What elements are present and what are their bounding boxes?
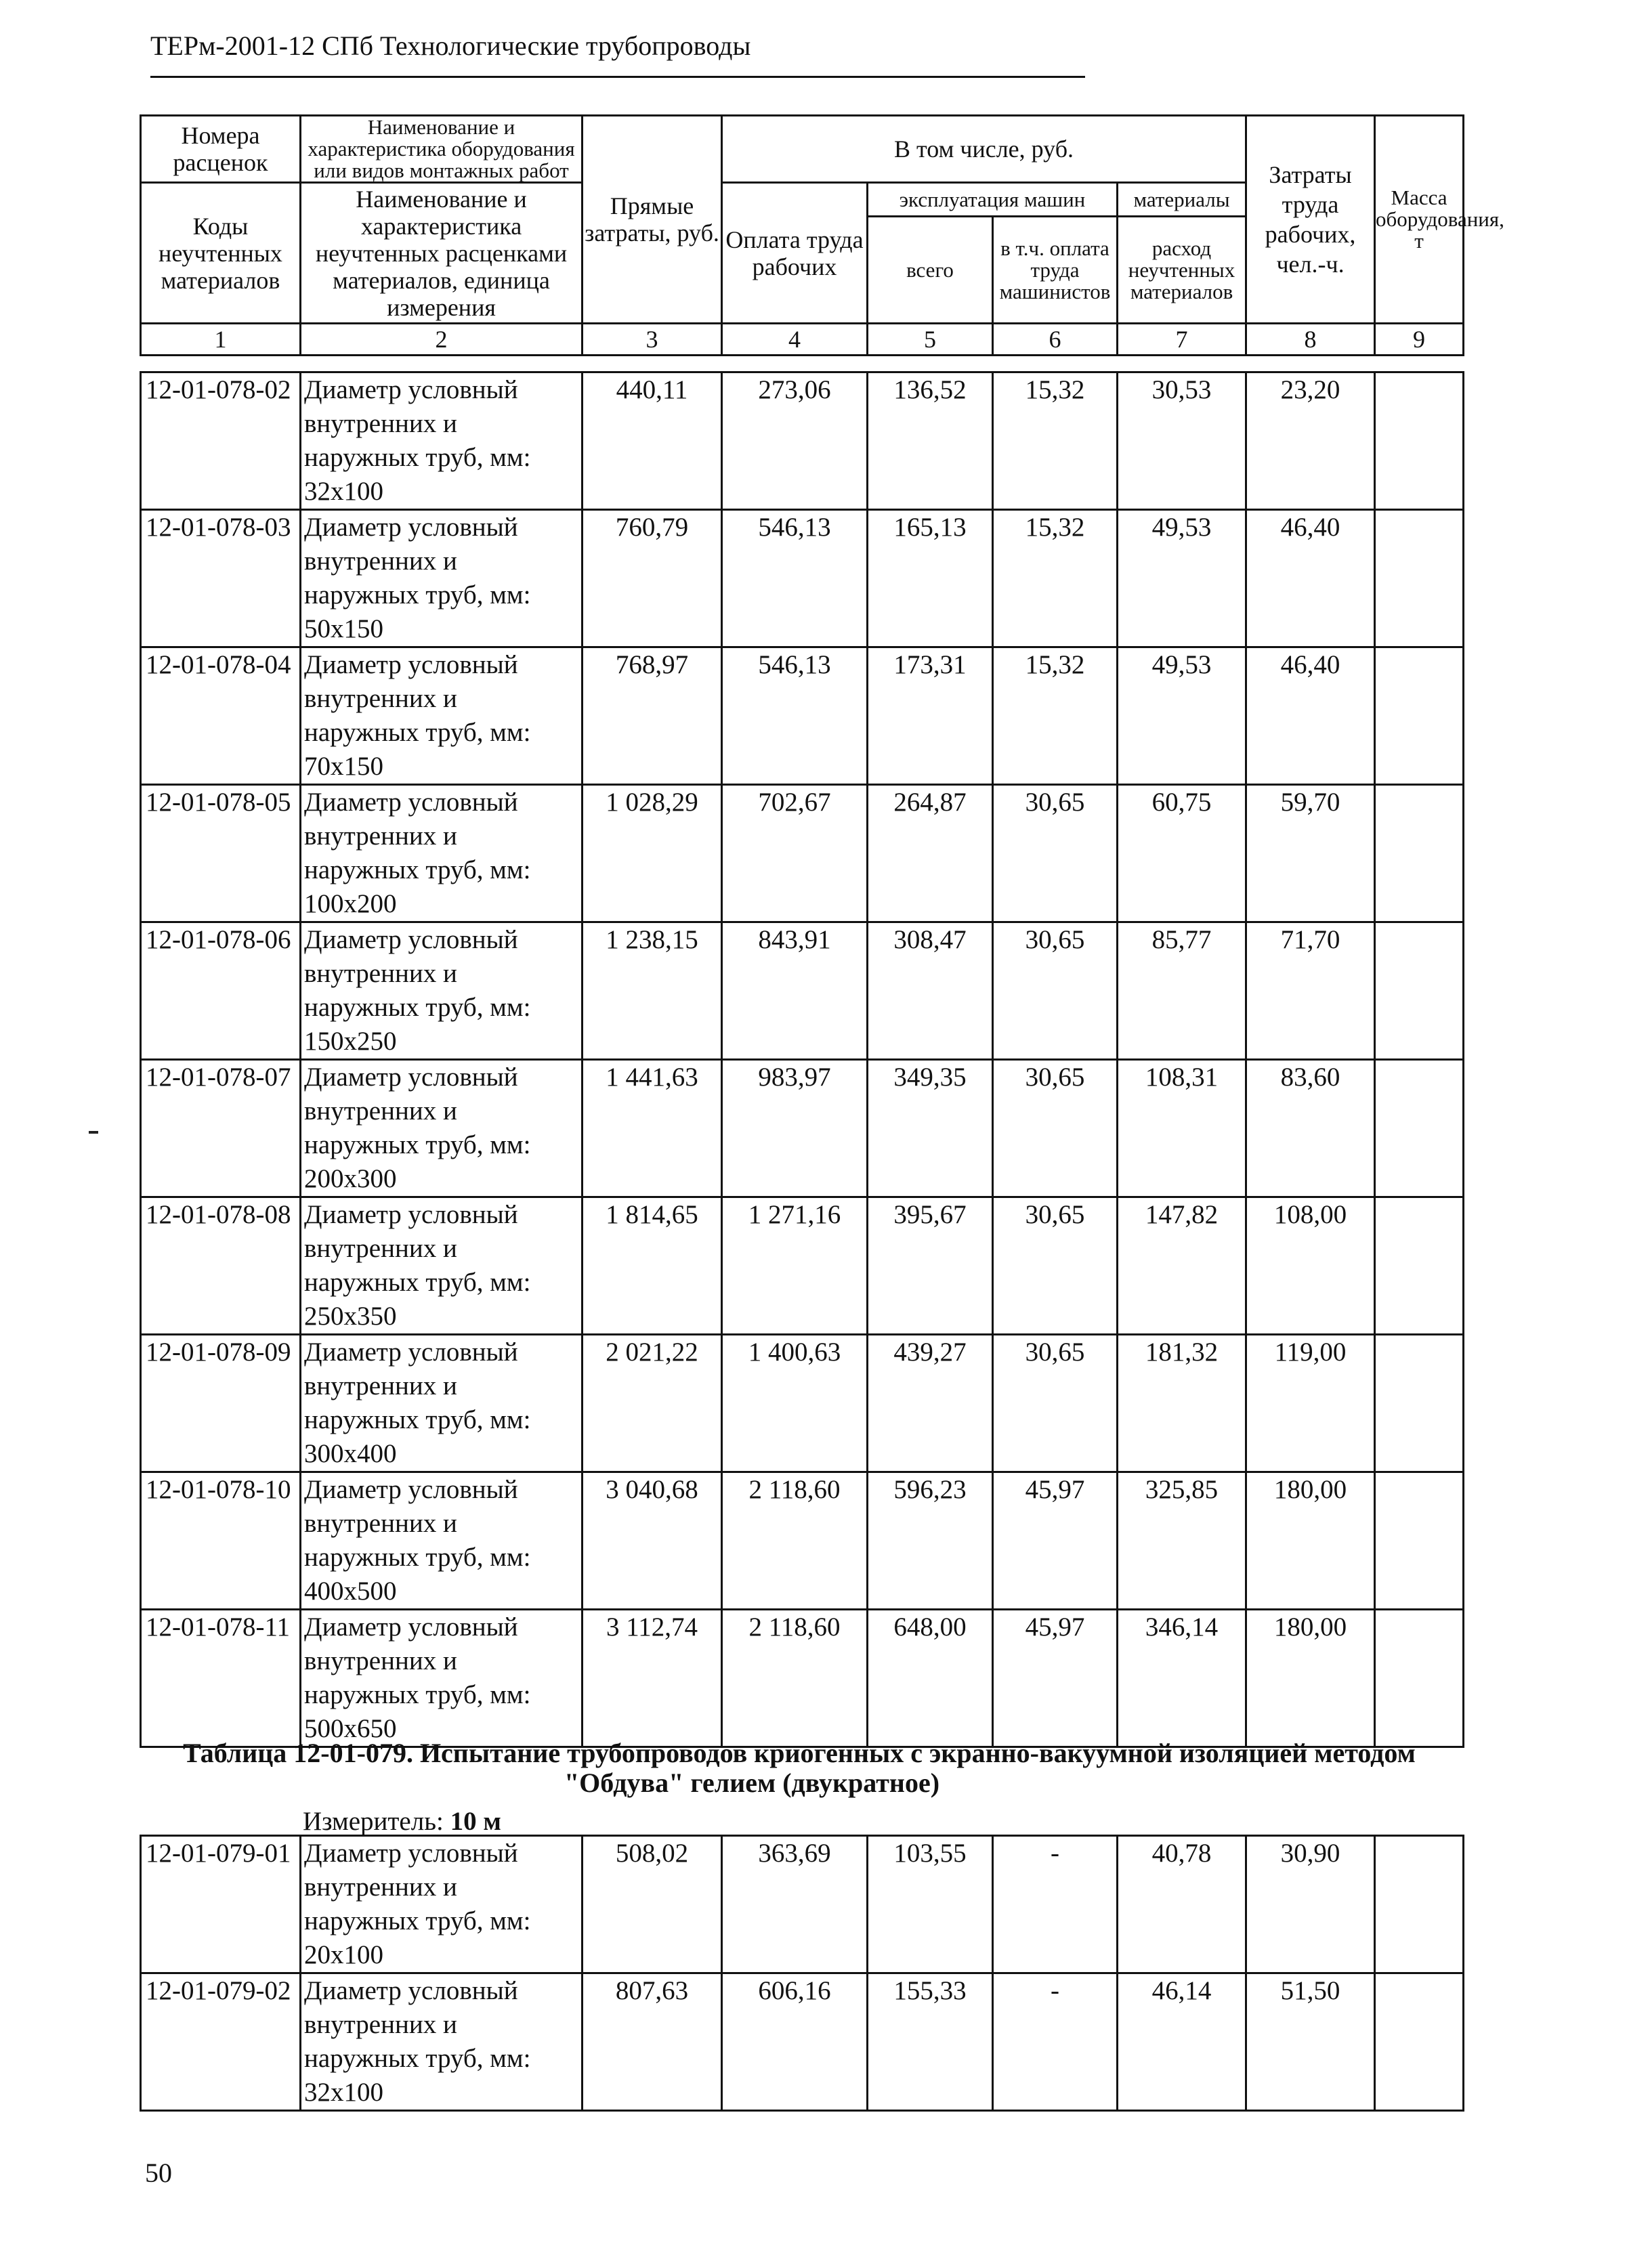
table-row	[141, 922, 1464, 1060]
labor-hours-cell: 108,00	[1246, 1197, 1375, 1335]
labor-hours-cell: 23,20	[1246, 372, 1375, 510]
machinist-labor-cell: -	[993, 1973, 1118, 2111]
labor-hours-cell: 180,00	[1246, 1610, 1375, 1747]
table-row	[141, 1060, 1464, 1197]
rate-name-line: внутренних и	[304, 1096, 457, 1126]
rate-code-cell: 12-01-078-07	[141, 1060, 301, 1197]
direct-costs-cell: 1 441,63	[583, 1060, 722, 1197]
worker-labor-cell: 606,16	[722, 1973, 868, 2111]
rate-name-line: 70x150	[304, 752, 383, 781]
header-labor-hours-cell	[1246, 116, 1375, 324]
rate-name-line: внутренних и	[304, 684, 457, 713]
direct-costs-cell: 2 021,22	[583, 1335, 722, 1472]
materials-cost-cell: 46,14	[1118, 1973, 1246, 2111]
rate-name-line: Диаметр условный	[304, 1612, 518, 1642]
machinist-labor-cell: -	[993, 1836, 1118, 1973]
rate-name-line: Диаметр условный	[304, 1063, 518, 1092]
rate-name-line: 100x200	[304, 889, 397, 918]
rate-name-line: внутренних и	[304, 409, 457, 438]
rate-name-line: внутренних и	[304, 1873, 457, 1902]
machines-total-cell: 155,33	[868, 1973, 993, 2111]
rate-name-line: 200x300	[304, 1164, 397, 1193]
rate-name-line: наружных труб, мм:	[304, 1268, 531, 1297]
rate-code-cell: 12-01-078-10	[141, 1472, 301, 1610]
labor-hours-cell: 46,40	[1246, 647, 1375, 785]
rate-name-cell	[301, 1197, 583, 1335]
rate-name-cell	[301, 785, 583, 922]
rate-name-line: внутренних и	[304, 1646, 457, 1675]
worker-labor-cell: 273,06	[722, 372, 868, 510]
direct-costs-cell: 508,02	[583, 1836, 722, 1973]
labor-hours-cell: 180,00	[1246, 1472, 1375, 1610]
worker-labor-cell: 1 271,16	[722, 1197, 868, 1335]
equipment-mass-cell	[1375, 372, 1464, 510]
machines-total-cell: 308,47	[868, 922, 993, 1060]
worker-labor-cell: 983,97	[722, 1060, 868, 1197]
machines-total-cell: 439,27	[868, 1335, 993, 1472]
rate-name-line: Диаметр условный	[304, 1839, 518, 1868]
header-number-7: 7	[1118, 324, 1246, 356]
rate-name-line: наружных труб, мм:	[304, 855, 531, 884]
header-number-2: 2	[301, 324, 583, 356]
worker-labor-cell: 2 118,60	[722, 1472, 868, 1610]
header-number-5: 5	[868, 324, 993, 356]
machines-total-cell: 395,67	[868, 1197, 993, 1335]
measure-unit	[303, 1807, 501, 1837]
rate-name-cell	[301, 1335, 583, 1472]
rate-name-line: наружных труб, мм:	[304, 2044, 531, 2073]
machinist-labor-cell: 30,65	[993, 785, 1118, 922]
header-number-3: 3	[583, 324, 722, 356]
direct-costs-cell: 1 028,29	[583, 785, 722, 922]
rate-name-cell	[301, 1060, 583, 1197]
table-row	[141, 1973, 1464, 2111]
rate-name-line: Диаметр условный	[304, 375, 518, 404]
labor-hours-cell: 83,60	[1246, 1060, 1375, 1197]
materials-cost-cell: 49,53	[1118, 647, 1246, 785]
machinist-labor-cell: 30,65	[993, 922, 1118, 1060]
rate-name-line: внутренних и	[304, 1509, 457, 1538]
rate-name-line: наружных труб, мм:	[304, 1906, 531, 1935]
rate-name-line: Диаметр условный	[304, 1976, 518, 2005]
machines-total-cell: 264,87	[868, 785, 993, 922]
labor-hours-cell: 59,70	[1246, 785, 1375, 922]
rate-name-line: внутренних и	[304, 959, 457, 988]
table-row	[141, 510, 1464, 647]
worker-labor-cell: 1 400,63	[722, 1335, 868, 1472]
rate-code-cell: 12-01-078-02	[141, 372, 301, 510]
worker-labor-cell: 702,67	[722, 785, 868, 922]
rate-name-line: 300x400	[304, 1439, 397, 1468]
rate-name-line: наружных труб, мм:	[304, 1405, 531, 1434]
labor-hours-cell: 119,00	[1246, 1335, 1375, 1472]
page-number: 50	[145, 2158, 172, 2188]
worker-labor-cell: 363,69	[722, 1836, 868, 1973]
rate-name-cell	[301, 372, 583, 510]
machinist-labor-cell: 30,65	[993, 1335, 1118, 1472]
equipment-mass-cell	[1375, 1472, 1464, 1610]
worker-labor-cell: 546,13	[722, 510, 868, 647]
table-header	[140, 114, 1504, 356]
rate-name-line: наружных труб, мм:	[304, 1680, 531, 1709]
worker-labor-cell: 546,13	[722, 647, 868, 785]
rate-name-line: наружных труб, мм:	[304, 1543, 531, 1572]
scan-mark	[89, 1131, 98, 1134]
rate-code-cell: 12-01-078-06	[141, 922, 301, 1060]
rate-name-line: 32x100	[304, 477, 383, 506]
rate-name-line: 150x250	[304, 1027, 397, 1056]
rate-code-cell: 12-01-078-11	[141, 1610, 301, 1747]
rate-name-line: 400x500	[304, 1577, 397, 1606]
rate-name-line: внутренних и	[304, 2010, 457, 2039]
equipment-mass-cell	[1375, 1335, 1464, 1472]
machines-total-cell: 136,52	[868, 372, 993, 510]
equipment-mass-cell	[1375, 1060, 1464, 1197]
equipment-mass-cell	[1375, 1197, 1464, 1335]
labor-hours-cell: 46,40	[1246, 510, 1375, 647]
rate-name-cell	[301, 1472, 583, 1610]
direct-costs-cell: 760,79	[583, 510, 722, 647]
header-material-name: Наименование и характеристика неучтенных расценками материалов, единица измерения	[301, 183, 583, 324]
rate-name-cell	[301, 922, 583, 1060]
rate-name-line: Диаметр условный	[304, 513, 518, 542]
direct-costs-cell: 3 040,68	[583, 1472, 722, 1610]
materials-cost-cell: 40,78	[1118, 1836, 1246, 1973]
rate-name-line: 250x350	[304, 1302, 397, 1331]
worker-labor-cell: 843,91	[722, 922, 868, 1060]
rate-name-line: 32x100	[304, 2078, 383, 2107]
worker-labor-cell: 2 118,60	[722, 1610, 868, 1747]
rate-code-cell: 12-01-078-04	[141, 647, 301, 785]
document-header: ТЕРм-2001-12 СПб Технологические трубопроводы	[150, 30, 751, 61]
machines-total-cell: 648,00	[868, 1610, 993, 1747]
labor-hours-cell: 30,90	[1246, 1836, 1375, 1973]
machines-total-cell: 165,13	[868, 510, 993, 647]
machines-total-cell: 103,55	[868, 1836, 993, 1973]
rate-code-cell: 12-01-078-05	[141, 785, 301, 922]
equipment-mass-cell	[1375, 922, 1464, 1060]
header-rule	[150, 76, 1085, 78]
header-machines-total: всего	[868, 217, 993, 324]
header-material-codes: Коды неучтенных материалов	[141, 183, 301, 324]
direct-costs-cell: 807,63	[583, 1973, 722, 2111]
rate-name-line: Диаметр условный	[304, 925, 518, 954]
labor-hours-cell: 51,50	[1246, 1973, 1375, 2111]
rate-name-line: наружных труб, мм:	[304, 993, 531, 1022]
header-mass: Масса оборудования, т	[1375, 116, 1464, 324]
rate-name-line: внутренних и	[304, 1371, 457, 1400]
equipment-mass-cell	[1375, 1973, 1464, 2111]
table-caption	[149, 1738, 1450, 1798]
direct-costs-cell: 3 112,74	[583, 1610, 722, 1747]
rate-name-line: Диаметр условный	[304, 1338, 518, 1367]
table-row	[141, 1836, 1464, 1973]
machinist-labor-cell: 15,32	[993, 647, 1118, 785]
labor-hours-cell: 71,70	[1246, 922, 1375, 1060]
rate-name-line: внутренних и	[304, 821, 457, 851]
measure-value: 10 м	[450, 1807, 501, 1836]
machines-total-cell: 596,23	[868, 1472, 993, 1610]
table-caption-line-2: "Обдува" гелием (двукратное)	[564, 1768, 940, 1798]
table-caption-line-1: Таблица 12-01-079. Испытание трубопроводов криогенных с экранно-вакуумной изоляцией методом	[183, 1738, 1416, 1768]
table-row	[141, 1472, 1464, 1610]
materials-cost-cell: 181,32	[1118, 1335, 1246, 1472]
header-machinist-labor: в т.ч. оплата труда машинистов	[993, 217, 1118, 324]
rate-name-cell	[301, 510, 583, 647]
equipment-mass-cell	[1375, 510, 1464, 647]
equipment-mass-cell	[1375, 647, 1464, 785]
measure-label: Измеритель:	[303, 1807, 444, 1836]
rate-code-cell: 12-01-078-09	[141, 1335, 301, 1472]
header-including: В том числе, руб.	[722, 116, 1246, 183]
rate-name-line: 20x100	[304, 1940, 383, 1969]
header-number-1: 1	[141, 324, 301, 356]
header-number-9: 9	[1375, 324, 1464, 356]
table-row	[141, 1610, 1464, 1747]
rate-code-cell: 12-01-079-01	[141, 1836, 301, 1973]
header-number-4: 4	[722, 324, 868, 356]
header-worker-labor: Оплата труда рабочих	[722, 183, 868, 324]
header-rates-number: Номера расценок	[141, 116, 301, 183]
rate-name-line: Диаметр условный	[304, 1200, 518, 1229]
table-row	[141, 372, 1464, 510]
table-row	[141, 1197, 1464, 1335]
materials-cost-cell: 60,75	[1118, 785, 1246, 922]
direct-costs-cell: 440,11	[583, 372, 722, 510]
rate-name-cell	[301, 1836, 583, 1973]
equipment-mass-cell	[1375, 785, 1464, 922]
rate-name-line: Диаметр условный	[304, 1475, 518, 1504]
direct-costs-cell: 1 814,65	[583, 1197, 722, 1335]
header-unaccounted-materials: расход неучтенных материалов	[1118, 217, 1246, 324]
header-materials: материалы	[1118, 183, 1246, 217]
rate-name-line: Диаметр условный	[304, 650, 518, 679]
rate-name-line: наружных труб, мм:	[304, 443, 531, 472]
materials-cost-cell: 49,53	[1118, 510, 1246, 647]
direct-costs-cell: 1 238,15	[583, 922, 722, 1060]
rate-name-line: 500x650	[304, 1714, 397, 1743]
rate-name-line: внутренних и	[304, 1234, 457, 1263]
rate-name-line: наружных труб, мм:	[304, 580, 531, 609]
table-row	[141, 1335, 1464, 1472]
rate-name-line: Диаметр условный	[304, 788, 518, 817]
header-machine-operation: эксплуатация машин	[868, 183, 1118, 217]
materials-cost-cell: 30,53	[1118, 372, 1246, 510]
rate-name-cell	[301, 647, 583, 785]
rates-table-078	[140, 371, 1464, 1748]
rate-code-cell: 12-01-079-02	[141, 1973, 301, 2111]
materials-cost-cell: 346,14	[1118, 1610, 1246, 1747]
rates-table-079	[140, 1835, 1464, 2112]
rate-code-cell: 12-01-078-08	[141, 1197, 301, 1335]
rate-name-cell	[301, 1610, 583, 1747]
machinist-labor-cell: 15,32	[993, 510, 1118, 647]
materials-cost-cell: 85,77	[1118, 922, 1246, 1060]
table-row	[141, 647, 1464, 785]
materials-cost-cell: 325,85	[1118, 1472, 1246, 1610]
rate-name-line: внутренних и	[304, 547, 457, 576]
machinist-labor-cell: 30,65	[993, 1060, 1118, 1197]
header-work-name: Наименование и характеристика оборудования или видов монтажных работ	[301, 116, 583, 183]
materials-cost-cell: 108,31	[1118, 1060, 1246, 1197]
machines-total-cell: 349,35	[868, 1060, 993, 1197]
rate-name-line: наружных труб, мм:	[304, 1130, 531, 1159]
machinist-labor-cell: 45,97	[993, 1472, 1118, 1610]
machinist-labor-cell: 30,65	[993, 1197, 1118, 1335]
header-direct-costs: Прямые затраты, руб.	[583, 116, 722, 324]
rate-name-cell	[301, 1973, 583, 2111]
rate-name-line: 50x150	[304, 614, 383, 643]
machinist-labor-cell: 45,97	[993, 1610, 1118, 1747]
header-number-8: 8	[1246, 324, 1375, 356]
rate-code-cell: 12-01-078-03	[141, 510, 301, 647]
machines-total-cell: 173,31	[868, 647, 993, 785]
rate-name-line: наружных труб, мм:	[304, 718, 531, 747]
table-row	[141, 785, 1464, 922]
direct-costs-cell: 768,97	[583, 647, 722, 785]
equipment-mass-cell	[1375, 1610, 1464, 1747]
machinist-labor-cell: 15,32	[993, 372, 1118, 510]
materials-cost-cell: 147,82	[1118, 1197, 1246, 1335]
equipment-mass-cell	[1375, 1836, 1464, 1973]
header-number-6: 6	[993, 324, 1118, 356]
header-labor-hours: Затраты труда рабочих, чел.-ч.	[1265, 161, 1356, 278]
